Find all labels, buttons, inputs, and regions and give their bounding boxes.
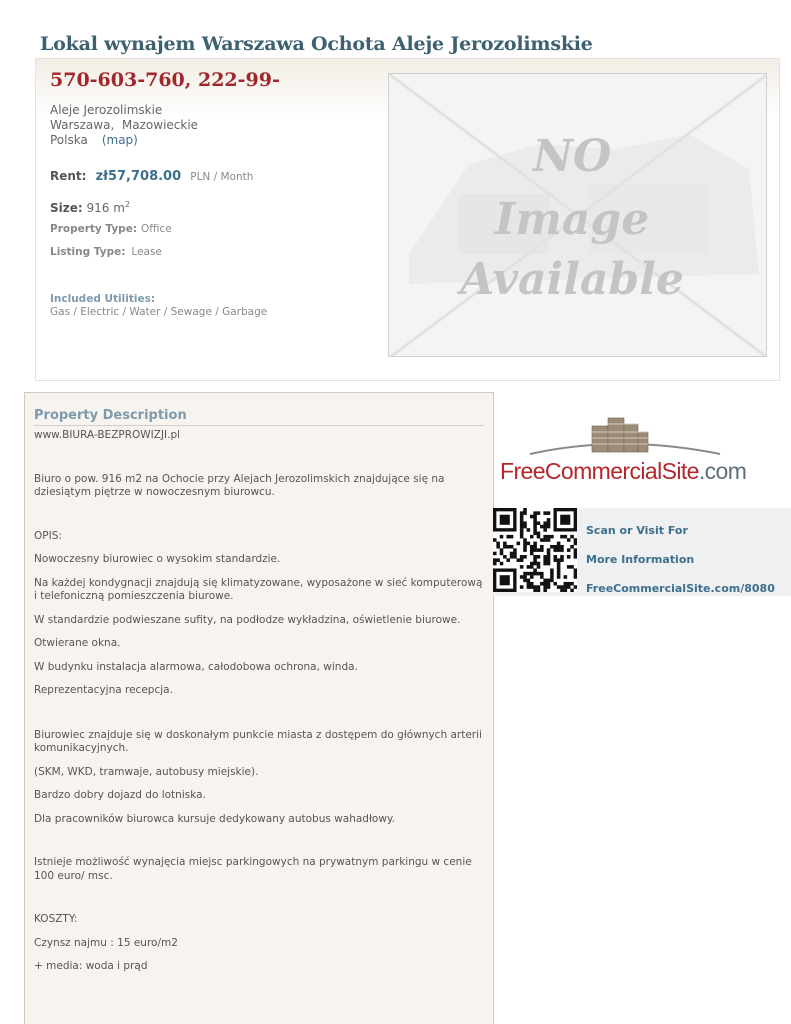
listing-type-row xyxy=(50,246,162,258)
size-row xyxy=(50,200,130,215)
description-paragraph: Na każdej kondygnacji znajdują się klimatyzowane, wyposażone w sieć komputerową i telefoniczną pomieszczenia biurowe. xyxy=(34,576,483,602)
utilities-value: Gas / Electric / Water / Sewage / Garbage xyxy=(50,306,268,318)
svg-text:Image: Image xyxy=(494,194,650,245)
rent-label: Rent: xyxy=(50,169,87,183)
description-paragraph: Otwierane okna. xyxy=(34,637,121,649)
contact-phone: 570-603-760, 222-99- xyxy=(50,69,280,91)
logo-text xyxy=(500,458,746,485)
description-paragraph: W budynku instalacja alarmowa, całodobowa ochrona, winda. xyxy=(34,660,358,673)
listing-type-label: Listing Type: xyxy=(50,246,126,258)
description-paragraph: (SKM, WKD, tramwaje, autobusy miejskie). xyxy=(34,765,259,778)
address-country-line xyxy=(50,133,138,147)
description-paragraph: www.BIURA-BEZPROWIZJI.pl xyxy=(34,429,181,441)
description-paragraph: Reprezentacyjna recepcja. xyxy=(34,684,173,696)
qr-caption-line-2: More Information xyxy=(586,553,695,566)
logo-text-main: FreeCommercialSite xyxy=(500,458,699,484)
qr-panel xyxy=(493,508,791,596)
description-paragraph: Istnieje możliwość wynajęcia miejsc parkingowych na prywatnym parkingu w cenie 100 euro/ msc. xyxy=(34,856,472,882)
description-paragraph: Biurowiec znajduje się w doskonałym punkcie miasta z dostępem do głównych arterii komunikacyjnych. xyxy=(34,728,482,754)
rent-value: zł57,708.00 xyxy=(95,169,182,184)
size-label: Size: xyxy=(50,201,83,215)
description-title: Property Description xyxy=(34,408,484,426)
building-icon xyxy=(500,414,740,460)
address-country: Polska xyxy=(50,133,88,147)
description-paragraph: + media: woda i prąd xyxy=(34,960,148,972)
rent-row xyxy=(50,165,253,184)
description-paragraph: Biuro o pow. 916 m2 na Ochocie przy Alejach Jerozolimskich znajdujące się na dziesiątym piętrze w nowoczesnym biurowcu. xyxy=(34,472,445,498)
qr-code-icon[interactable] xyxy=(493,508,577,592)
no-image-placeholder xyxy=(388,73,767,357)
logo-text-tld: .com xyxy=(698,458,747,484)
freecommercialsite-logo[interactable] xyxy=(500,414,747,494)
description-paragraph: Dla pracowników biurowca kursuje dedykowany autobus wahadłowy. xyxy=(34,812,395,825)
address-street: Aleje Jerozolimskie xyxy=(50,103,163,117)
utilities-label: Included Utilities: xyxy=(50,293,156,305)
description-body xyxy=(34,429,484,974)
size-value: 916 xyxy=(86,201,110,215)
qr-caption-line-1: Scan or Visit For xyxy=(586,524,688,537)
description-paragraph: Bardzo dobry dojazd do lotniska. xyxy=(34,789,206,801)
listing-summary-card xyxy=(35,58,780,381)
property-type-label: Property Type: xyxy=(50,223,138,235)
address-city: Warszawa, Mazowieckie xyxy=(50,118,199,132)
size-unit: $m^2$ xyxy=(113,200,131,215)
description-paragraph: Czynsz najmu : 15 euro/m2 xyxy=(34,936,178,949)
description-paragraph: OPIS: xyxy=(34,529,62,542)
property-type-row xyxy=(50,223,172,235)
qr-site-link[interactable]: FreeCommercialSite.com/8080 xyxy=(586,582,775,595)
rent-unit: PLN / Month xyxy=(190,171,254,183)
map-link[interactable]: (map) xyxy=(101,133,138,147)
description-paragraph: KOSZTY: xyxy=(34,913,78,925)
property-description-box xyxy=(24,392,494,1024)
svg-text:NO: NO xyxy=(532,131,612,182)
svg-text:Available: Available xyxy=(460,254,684,305)
description-paragraph: W standardzie podwieszane sufity, na podłodze wykładzina, oświetlenie biurowe. xyxy=(34,613,461,626)
page-title: Lokal wynajem Warszawa Ochota Aleje Jerozolimskie xyxy=(40,33,593,55)
listing-type-value: Lease xyxy=(131,246,162,258)
property-type-value: Office xyxy=(141,223,172,235)
description-paragraph: Nowoczesny biurowiec o wysokim standardzie. xyxy=(34,553,281,565)
